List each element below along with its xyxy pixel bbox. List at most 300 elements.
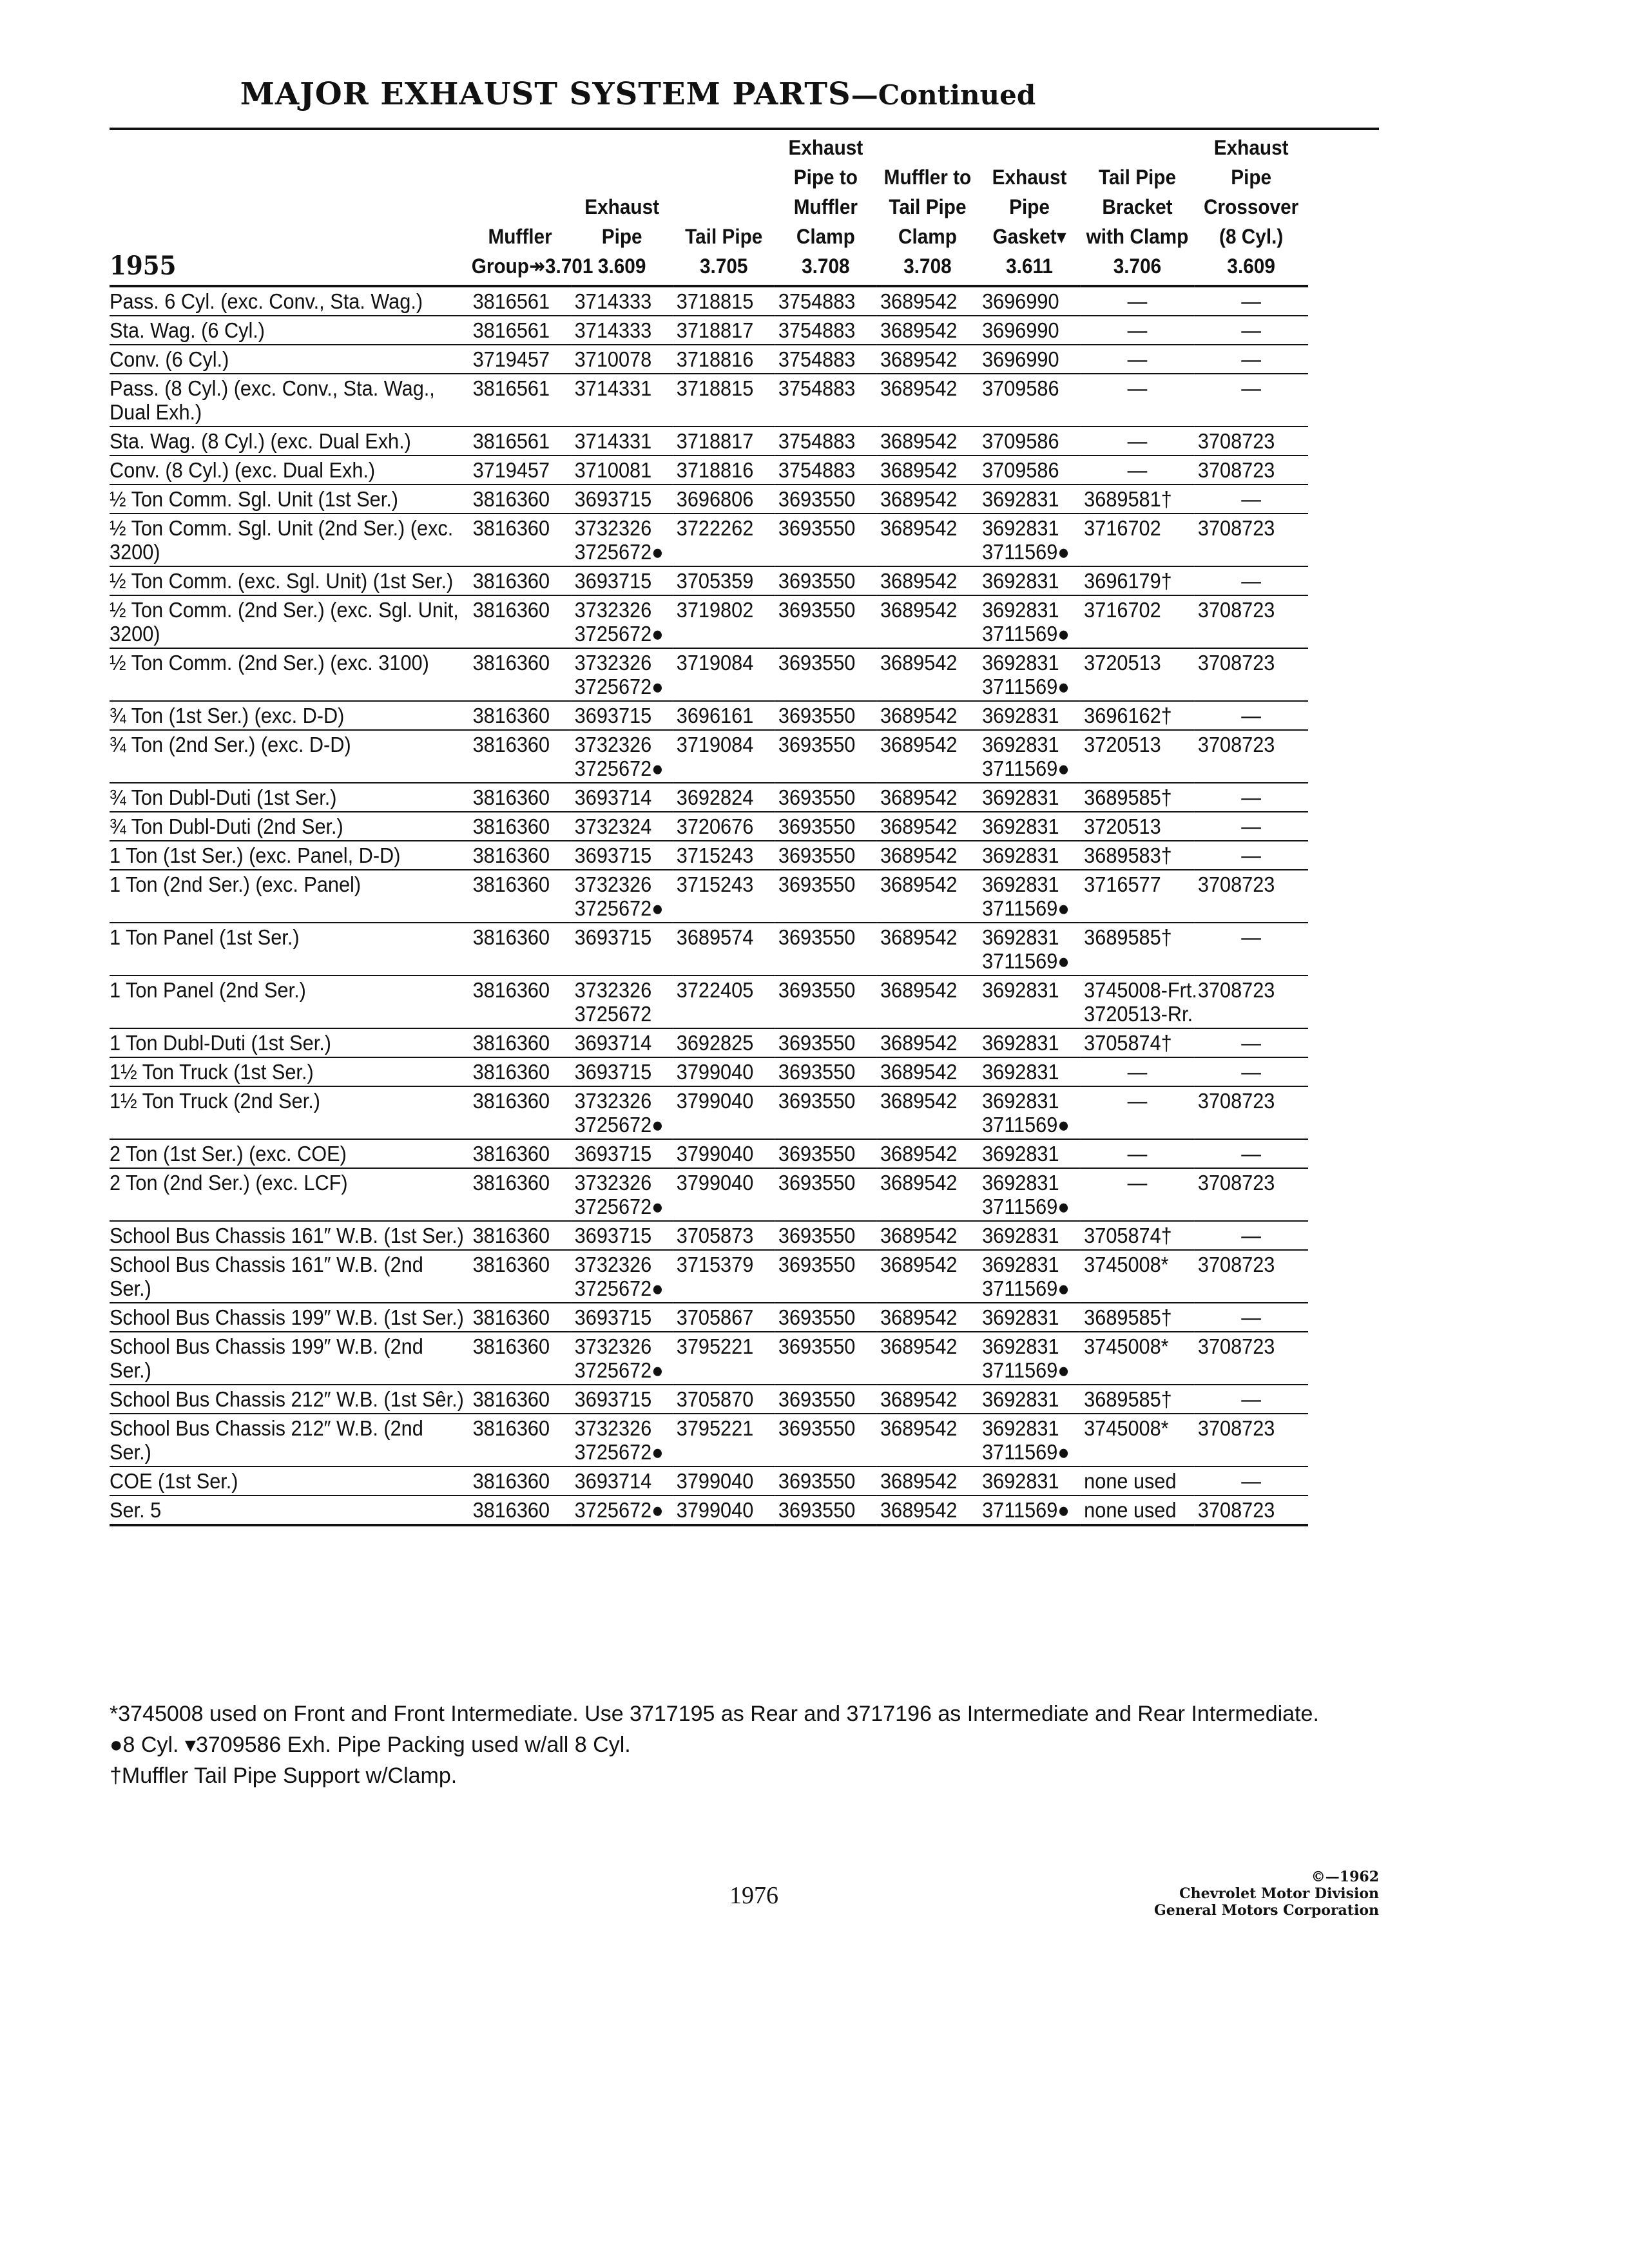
part-number-cell: 3689542 [876, 595, 978, 648]
part-number-cell: — [1081, 374, 1195, 427]
part-number-cell: 3816561 [469, 286, 571, 316]
part-number-cell: 3732326 3725672● [571, 730, 673, 783]
table-row [110, 374, 1308, 427]
model-description: 1 Ton (2nd Ser.) (exc. Panel) [110, 870, 469, 923]
part-number-cell: 3689542 [876, 514, 978, 566]
part-number-cell: 3693550 [775, 701, 876, 730]
part-number-cell: 3816360 [469, 1414, 571, 1466]
part-number-cell: 3689542 [876, 1028, 978, 1057]
part-number-cell: — [1081, 1168, 1195, 1221]
column-header: Exhaust Pipe [584, 195, 660, 248]
copyright-corporation: General Motors Corporation [1153, 1902, 1379, 1919]
part-number-cell: 3799040 [673, 1139, 775, 1168]
part-number-cell: 3708723 [1194, 648, 1308, 701]
part-number-cell: 3732326 3725672● [571, 1332, 673, 1385]
model-description: ¾ Ton (1st Ser.) (exc. D-D) [110, 701, 469, 730]
part-number-cell: 3816360 [469, 923, 571, 975]
part-number-cell: — [1081, 316, 1195, 345]
part-number-cell: 3692831 [979, 1028, 1081, 1057]
part-number-cell: — [1194, 923, 1308, 975]
part-number-cell: 3719084 [673, 648, 775, 701]
part-number-cell: 3693550 [775, 812, 876, 841]
table-row [110, 1221, 1308, 1250]
part-number-cell: 3816360 [469, 1057, 571, 1086]
part-number-cell: 3732326 3725672● [571, 870, 673, 923]
part-number-cell: 3709586 [979, 427, 1081, 456]
part-number-cell: 3708723 [1194, 514, 1308, 566]
part-number-cell: 3754883 [775, 374, 876, 427]
part-number-cell: 3689542 [876, 701, 978, 730]
part-number-cell: 3693715 [571, 566, 673, 595]
part-number-cell: 3692831 3711569● [979, 514, 1081, 566]
part-number-cell: 3693550 [775, 1168, 876, 1221]
part-number-cell: 3689542 [876, 1250, 978, 1303]
part-number-cell: 3745008-Frt. 3720513-Rr. [1081, 975, 1195, 1028]
part-number-cell: 3692831 3711569● [979, 1250, 1081, 1303]
part-number-cell: 3692831 [979, 1221, 1081, 1250]
table-row [110, 1414, 1308, 1466]
part-number-cell: 3689585† [1081, 1385, 1195, 1414]
model-year: 1955 [110, 251, 469, 286]
part-number-cell: 3816561 [469, 374, 571, 427]
column-header: Exhaust Pipe Crossover (8 Cyl.) [1204, 136, 1299, 248]
part-number-cell: — [1194, 1466, 1308, 1495]
table-row [110, 870, 1308, 923]
model-description: School Bus Chassis 161″ W.B. (2nd Ser.) [110, 1250, 469, 1303]
part-number-cell: 3693550 [775, 975, 876, 1028]
part-number-cell: 3718817 [673, 316, 775, 345]
part-number-cell: 3705867 [673, 1303, 775, 1332]
part-number-cell: 3708723 [1194, 975, 1308, 1028]
part-number-cell: 3692831 [979, 1385, 1081, 1414]
part-number-cell: 3692831 [979, 783, 1081, 812]
part-number-cell: 3732326 3725672● [571, 514, 673, 566]
part-number-cell: 3693715 [571, 1385, 673, 1414]
part-number-cell: 3689542 [876, 1414, 978, 1466]
part-number-cell: — [1194, 345, 1308, 374]
part-number-cell: 3692831 [979, 1057, 1081, 1086]
part-number-cell: 3799040 [673, 1168, 775, 1221]
table-row [110, 1028, 1308, 1057]
model-description: Pass. (8 Cyl.) (exc. Conv., Sta. Wag., Dual Exh.) [110, 374, 469, 427]
part-number-cell: 3719802 [673, 595, 775, 648]
part-number-cell: — [1194, 316, 1308, 345]
part-number-cell: — [1194, 374, 1308, 427]
part-number-cell: 3709586 [979, 456, 1081, 485]
part-number-cell: 3719457 [469, 345, 571, 374]
model-description: 1 Ton (1st Ser.) (exc. Panel, D-D) [110, 841, 469, 870]
part-number-cell: — [1081, 286, 1195, 316]
part-number-cell: — [1081, 1139, 1195, 1168]
part-number-cell: — [1081, 1086, 1195, 1139]
model-description: 2 Ton (1st Ser.) (exc. COE) [110, 1139, 469, 1168]
part-number-cell: 3692831 [979, 485, 1081, 514]
part-number-cell: 3816360 [469, 514, 571, 566]
part-number-cell: 3689542 [876, 812, 978, 841]
column-header: Tail Pipe [685, 225, 763, 248]
part-number-cell: 3816360 [469, 1221, 571, 1250]
group-number: 3.609 [1194, 251, 1308, 286]
title-suffix: —Continued [851, 79, 1036, 111]
part-number-cell: 3689542 [876, 1221, 978, 1250]
table-row [110, 701, 1308, 730]
part-number-cell: 3722405 [673, 975, 775, 1028]
part-number-cell: — [1194, 1221, 1308, 1250]
model-description: ½ Ton Comm. (2nd Ser.) (exc. 3100) [110, 648, 469, 701]
part-number-cell: 3816360 [469, 1385, 571, 1414]
part-number-cell: 3696990 [979, 345, 1081, 374]
part-number-cell: 3715243 [673, 841, 775, 870]
table-row [110, 1057, 1308, 1086]
part-number-cell: 3816360 [469, 1168, 571, 1221]
part-number-cell: 3693550 [775, 648, 876, 701]
part-number-cell: 3689542 [876, 1139, 978, 1168]
part-number-cell: 3708723 [1194, 456, 1308, 485]
model-description: 1 Ton Panel (2nd Ser.) [110, 975, 469, 1028]
part-number-cell: 3718816 [673, 456, 775, 485]
part-number-cell: 3720513 [1081, 730, 1195, 783]
part-number-cell: 3722262 [673, 514, 775, 566]
part-number-cell: 3705873 [673, 1221, 775, 1250]
model-description: 1 Ton Panel (1st Ser.) [110, 923, 469, 975]
model-description: ½ Ton Comm. Sgl. Unit (2nd Ser.) (exc. 3200) [110, 514, 469, 566]
table-row [110, 812, 1308, 841]
part-number-cell: 3732324 [571, 812, 673, 841]
part-number-cell: 3693715 [571, 1221, 673, 1250]
part-number-cell: 3692831 [979, 975, 1081, 1028]
table-row [110, 566, 1308, 595]
part-number-cell: 3732326 3725672● [571, 1168, 673, 1221]
part-number-cell: — [1081, 345, 1195, 374]
part-number-cell: 3732326 3725672● [571, 1414, 673, 1466]
page-title [110, 76, 1166, 112]
part-number-cell: — [1194, 1303, 1308, 1332]
part-number-cell: 3816360 [469, 1495, 571, 1525]
part-number-cell: 3689542 [876, 345, 978, 374]
part-number-cell: 3710081 [571, 456, 673, 485]
part-number-cell: 3705874† [1081, 1221, 1195, 1250]
part-number-cell: 3693550 [775, 841, 876, 870]
model-description: Sta. Wag. (6 Cyl.) [110, 316, 469, 345]
part-number-cell: 3816360 [469, 485, 571, 514]
part-number-cell: 3689542 [876, 1495, 978, 1525]
part-number-cell: 3754883 [775, 345, 876, 374]
part-number-cell: 3708723 [1194, 1332, 1308, 1385]
model-description: COE (1st Ser.) [110, 1466, 469, 1495]
part-number-cell: 3705359 [673, 566, 775, 595]
part-number-cell: 3689542 [876, 374, 978, 427]
table-row [110, 648, 1308, 701]
table-row [110, 1495, 1308, 1525]
model-description: 1½ Ton Truck (2nd Ser.) [110, 1086, 469, 1139]
part-number-cell: 3696179† [1081, 566, 1195, 595]
part-number-cell: — [1194, 783, 1308, 812]
model-description: School Bus Chassis 161″ W.B. (1st Ser.) [110, 1221, 469, 1250]
table-row [110, 485, 1308, 514]
table-row [110, 1139, 1308, 1168]
part-number-cell: 3689585† [1081, 1303, 1195, 1332]
part-number-cell: 3816360 [469, 783, 571, 812]
table-row [110, 783, 1308, 812]
model-description: Conv. (8 Cyl.) (exc. Dual Exh.) [110, 456, 469, 485]
table-row [110, 1086, 1308, 1139]
part-number-cell: — [1081, 427, 1195, 456]
part-number-cell: 3816360 [469, 1139, 571, 1168]
part-number-cell: 3816360 [469, 870, 571, 923]
part-number-cell: 3696806 [673, 485, 775, 514]
column-header: Muffler to Tail Pipe Clamp [883, 166, 972, 248]
part-number-cell: 3689542 [876, 1057, 978, 1086]
part-number-cell: 3716702 [1081, 595, 1195, 648]
part-number-cell: 3720513 [1081, 648, 1195, 701]
copyright-division: Chevrolet Motor Division [1179, 1885, 1379, 1902]
model-description: School Bus Chassis 199″ W.B. (2nd Ser.) [110, 1332, 469, 1385]
part-number-cell: 3693714 [571, 783, 673, 812]
part-number-cell: 3714333 [571, 286, 673, 316]
part-number-cell: 3693550 [775, 514, 876, 566]
model-description: Sta. Wag. (8 Cyl.) (exc. Dual Exh.) [110, 427, 469, 456]
part-number-cell: 3689542 [876, 286, 978, 316]
part-number-cell: 3693550 [775, 870, 876, 923]
part-number-cell: 3711569● [979, 1495, 1081, 1525]
part-number-cell: 3692831 3711569● [979, 870, 1081, 923]
part-number-cell: 3692831 3711569● [979, 1414, 1081, 1466]
model-description: School Bus Chassis 212″ W.B. (2nd Ser.) [110, 1414, 469, 1466]
group-number: 3.706 [1081, 251, 1195, 286]
part-number-cell: 3693550 [775, 1250, 876, 1303]
part-number-cell: — [1194, 701, 1308, 730]
part-number-cell: 3689542 [876, 566, 978, 595]
part-number-cell: 3696990 [979, 286, 1081, 316]
part-number-cell: 3754883 [775, 456, 876, 485]
model-description: ½ Ton Comm. Sgl. Unit (1st Ser.) [110, 485, 469, 514]
table-row [110, 286, 1308, 316]
table-row [110, 730, 1308, 783]
model-description: ½ Ton Comm. (exc. Sgl. Unit) (1st Ser.) [110, 566, 469, 595]
part-number-cell: 3689581† [1081, 485, 1195, 514]
column-header-row [110, 133, 1308, 251]
part-number-cell: — [1194, 1028, 1308, 1057]
part-number-cell: 3754883 [775, 427, 876, 456]
part-number-cell: 3714333 [571, 316, 673, 345]
part-number-cell: 3732326 3725672● [571, 1250, 673, 1303]
part-number-cell: 3693550 [775, 1385, 876, 1414]
part-number-cell: 3689542 [876, 485, 978, 514]
part-number-cell: 3816360 [469, 1466, 571, 1495]
part-number-cell: 3689542 [876, 316, 978, 345]
part-number-cell: 3708723 [1194, 595, 1308, 648]
part-number-cell: 3692831 [979, 1139, 1081, 1168]
part-number-cell: 3692831 [979, 812, 1081, 841]
part-number-cell: 3816360 [469, 1086, 571, 1139]
part-number-cell: 3689585† [1081, 923, 1195, 975]
column-header: Tail Pipe Bracket with Clamp [1086, 166, 1189, 248]
part-number-cell: 3816360 [469, 1250, 571, 1303]
column-header: Muffler [488, 225, 552, 248]
part-number-cell: 3689542 [876, 870, 978, 923]
part-number-cell: 3693550 [775, 923, 876, 975]
part-number-cell: — [1194, 1139, 1308, 1168]
table-row [110, 427, 1308, 456]
part-number-cell: 3692831 3711569● [979, 730, 1081, 783]
model-description: Conv. (6 Cyl.) [110, 345, 469, 374]
part-number-cell: 3692831 3711569● [979, 1168, 1081, 1221]
part-number-cell: 3689542 [876, 1086, 978, 1139]
part-number-cell: none used [1081, 1466, 1195, 1495]
part-number-cell: — [1194, 812, 1308, 841]
table-row [110, 1385, 1308, 1414]
table-row [110, 316, 1308, 345]
part-number-cell: 3693550 [775, 730, 876, 783]
part-number-cell: 3714331 [571, 374, 673, 427]
part-number-cell: 3732326 3725672● [571, 595, 673, 648]
part-number-cell: 3719457 [469, 456, 571, 485]
part-number-cell: 3716702 [1081, 514, 1195, 566]
part-number-cell: 3693550 [775, 485, 876, 514]
part-number-cell: 3692831 [979, 1303, 1081, 1332]
part-number-cell: 3693550 [775, 1028, 876, 1057]
exhaust-parts-table [110, 133, 1308, 1526]
part-number-cell: 3718817 [673, 427, 775, 456]
part-number-cell: 3689542 [876, 1303, 978, 1332]
part-number-cell: 3732326 3725672 [571, 975, 673, 1028]
group-number: 3.708 [876, 251, 978, 286]
part-number-cell: 3816561 [469, 316, 571, 345]
part-number-cell: 3718815 [673, 286, 775, 316]
group-number: 3.708 [775, 251, 876, 286]
part-number-cell: 3692825 [673, 1028, 775, 1057]
part-number-cell: 3693550 [775, 1057, 876, 1086]
part-number-cell: 3693714 [571, 1466, 673, 1495]
part-number-cell: 3689542 [876, 730, 978, 783]
part-number-cell: 3708723 [1194, 1495, 1308, 1525]
part-number-cell: — [1081, 1057, 1195, 1086]
table-row [110, 345, 1308, 374]
group-number: 3.705 [673, 251, 775, 286]
part-number-cell: 3689542 [876, 923, 978, 975]
part-number-cell: 3692831 3711569● [979, 648, 1081, 701]
part-number-cell: 3693550 [775, 1303, 876, 1332]
page-number: 1976 [729, 1882, 778, 1909]
part-number-cell: 3816360 [469, 841, 571, 870]
column-header: Exhaust Pipe Gasket▾ [992, 166, 1067, 248]
part-number-cell: 3708723 [1194, 870, 1308, 923]
part-number-cell: 3732326 3725672● [571, 1086, 673, 1139]
part-number-cell: 3692824 [673, 783, 775, 812]
title-rule [110, 128, 1379, 130]
footnotes [110, 1698, 1527, 1791]
part-number-cell: 3754883 [775, 316, 876, 345]
part-number-cell: 3692831 3711569● [979, 595, 1081, 648]
part-number-cell: 3710078 [571, 345, 673, 374]
part-number-cell: 3692831 [979, 701, 1081, 730]
part-number-cell: 3725672● [571, 1495, 673, 1525]
part-number-cell: 3692831 [979, 566, 1081, 595]
group-label: Group↠3.701 [469, 251, 571, 286]
part-number-cell: 3689542 [876, 1332, 978, 1385]
model-description: Ser. 5 [110, 1495, 469, 1525]
part-number-cell: 3799040 [673, 1466, 775, 1495]
part-number-cell: 3689542 [876, 783, 978, 812]
part-number-cell: 3689574 [673, 923, 775, 975]
part-number-cell: — [1194, 841, 1308, 870]
part-number-cell: 3692831 3711569● [979, 1086, 1081, 1139]
title-main: MAJOR EXHAUST SYSTEM PARTS [240, 76, 851, 112]
table-row [110, 841, 1308, 870]
footnote: ●8 Cyl. ▾3709586 Exh. Pipe Packing used w/all 8 Cyl. [110, 1733, 631, 1757]
part-number-cell: 3693715 [571, 701, 673, 730]
part-number-cell: 3709586 [979, 374, 1081, 427]
model-description: 2 Ton (2nd Ser.) (exc. LCF) [110, 1168, 469, 1221]
part-number-cell: 3816360 [469, 701, 571, 730]
part-number-cell: 3689542 [876, 1168, 978, 1221]
part-number-cell: 3696161 [673, 701, 775, 730]
part-number-cell: 3816360 [469, 812, 571, 841]
part-number-cell: 3693550 [775, 1495, 876, 1525]
part-number-cell: 3689542 [876, 648, 978, 701]
part-number-cell: 3715243 [673, 870, 775, 923]
part-number-cell: 3692831 [979, 841, 1081, 870]
part-number-cell: — [1194, 286, 1308, 316]
part-number-cell: 3816360 [469, 595, 571, 648]
part-number-cell: 3708723 [1194, 1086, 1308, 1139]
part-number-cell: 3693550 [775, 1414, 876, 1466]
part-number-cell: none used [1081, 1495, 1195, 1525]
part-number-cell: — [1194, 566, 1308, 595]
group-number-row [110, 251, 1308, 286]
table-row [110, 1250, 1308, 1303]
part-number-cell: 3816561 [469, 427, 571, 456]
part-number-cell: 3692831 3711569● [979, 923, 1081, 975]
footnote: †Muffler Tail Pipe Support w/Clamp. [110, 1763, 458, 1788]
part-number-cell: 3693550 [775, 1466, 876, 1495]
part-number-cell: 3693714 [571, 1028, 673, 1057]
part-number-cell: 3799040 [673, 1086, 775, 1139]
part-number-cell: 3715379 [673, 1250, 775, 1303]
part-number-cell: 3720676 [673, 812, 775, 841]
part-number-cell: 3693550 [775, 1221, 876, 1250]
part-number-cell: 3696990 [979, 316, 1081, 345]
table-row [110, 1466, 1308, 1495]
part-number-cell: 3816360 [469, 975, 571, 1028]
table-row [110, 595, 1308, 648]
column-header-blank [110, 133, 469, 251]
copyright-block [1083, 1869, 1379, 1919]
part-number-cell: 3816360 [469, 648, 571, 701]
part-number-cell: 3816360 [469, 730, 571, 783]
part-number-cell: 3745008* [1081, 1414, 1195, 1466]
table-row [110, 456, 1308, 485]
part-number-cell: 3708723 [1194, 1168, 1308, 1221]
part-number-cell: 3705870 [673, 1385, 775, 1414]
group-number: 3.609 [571, 251, 673, 286]
part-number-cell: 3795221 [673, 1332, 775, 1385]
part-number-cell: 3745008* [1081, 1250, 1195, 1303]
part-number-cell: — [1194, 485, 1308, 514]
part-number-cell: 3816360 [469, 1303, 571, 1332]
part-number-cell: — [1194, 1057, 1308, 1086]
part-number-cell: 3689542 [876, 975, 978, 1028]
part-number-cell: 3708723 [1194, 730, 1308, 783]
part-number-cell: 3705874† [1081, 1028, 1195, 1057]
part-number-cell: 3693715 [571, 841, 673, 870]
part-number-cell: 3693550 [775, 595, 876, 648]
part-number-cell: 3816360 [469, 566, 571, 595]
part-number-cell: 3708723 [1194, 1250, 1308, 1303]
part-number-cell: 3693715 [571, 1303, 673, 1332]
model-description: 1 Ton Dubl-Duti (1st Ser.) [110, 1028, 469, 1057]
part-number-cell: 3718815 [673, 374, 775, 427]
